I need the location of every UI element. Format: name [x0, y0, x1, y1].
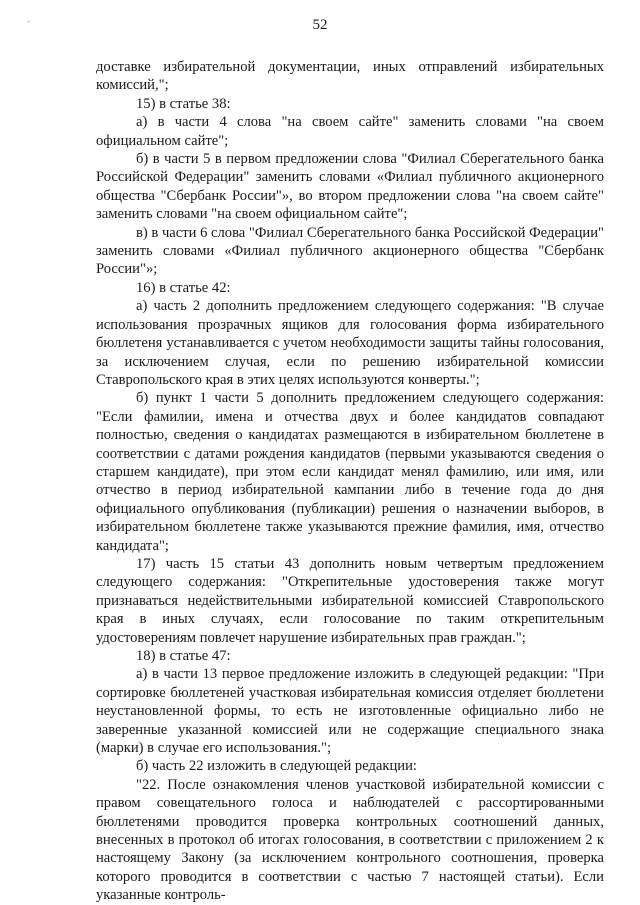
- paragraph-item-18b: б) часть 22 изложить в следующей редакции:: [136, 758, 417, 775]
- paragraph-item-16b: б) пункт 1 части 5 дополнить предложением следующего содержания: "Если фамилии, имена и отчества двух и более кандидатов совпадают полностью, сведения о кандидатах размещаются в избирательном бюллетене в соответствии с датами рождения кандидатов (первыми указываются сведения о старшем кандидате), при этом если кандидат менял фамилию, или имя, или отчество в период избирательной кампании либо в течение года до дня официального опубликования (публикации) решения о назначении выборов, в избирательном бюллетене также указываются прежние фамилия, имя, отчество кандидата";: [96, 390, 604, 554]
- paragraph-item-17: 17) часть 15 статьи 43 дополнить новым четвертым предложением следующего содержания: "Открепительные удостоверения также могут признаваться недействительными избирательной комиссией Ставропольского края в иных случаях, если голосование по таким открепительным удостоверениям повлечет нарушение избирательных прав граждан.";: [96, 555, 604, 646]
- paragraph-item-15b: б) в части 5 в первом предложении слова "Филиал Сберегательного банка Российской Федерации" заменить словами «Филиал публичного акционерного общества "Сбербанк России"», во втором предложении слова "на своем сайте" заменить словами "на своем официальном сайте";: [96, 151, 604, 223]
- paragraph-part-22: "22. После ознакомления членов участковой избирательной комиссии с правом совещательного голоса и наблюдателей с рассортированными бюллетенями проводится проверка контрольных соотношений данных, внесенных в протокол об итогах голосования, в соответствии с приложением 2 к настоящему Закону (за исключением контрольного соотношения, проверка которого проводится в соответствии с частью 7 настоящей статьи). Если указанные контроль-: [96, 776, 604, 904]
- paragraph-item-15a: а) в части 4 слова "на своем сайте" заменить словами "на своем официальном сайте";: [96, 114, 604, 149]
- scan-corner-mark: -: [27, 16, 30, 26]
- paragraph-item-18: 18) в статье 47:: [136, 648, 231, 664]
- paragraph-item-15: 15) в статье 38:: [136, 95, 231, 112]
- paragraph-item-16a: а) часть 2 дополнить предложением следующего содержания: "В случае использования прозрачных ящиков для голосования форма избирательного бюллетеня устанавливается с учетом необходимости защиты тайны голосования, за исключением случая, если по решению избирательной комиссии Ставропольского края в этих целях используются конверты.";: [96, 298, 604, 388]
- paragraph-continuation: доставке избирательной документации, иных отправлений избирательных комиссий,";: [96, 59, 604, 94]
- document-body: [96, 58, 604, 905]
- paragraph-item-16: 16) в статье 42:: [136, 279, 231, 296]
- paragraph-item-18a: а) в части 13 первое предложение изложить в следующей редакции: "При сортировке бюллетеней участковая избирательная комиссия отделяет бюллетени неустановленной формы, то есть не изготовленные официально либо не заверенные указанной комиссией или не содержащие специального знака (марки) в случае его использования.";: [96, 666, 604, 757]
- page-number: 52: [312, 17, 328, 33]
- paragraph-item-15v: в) в части 6 слова "Филиал Сберегательного банка Российской Федерации" заменить словами «Филиал публичного акционерного общества "Сбербанк России"»;: [96, 224, 604, 278]
